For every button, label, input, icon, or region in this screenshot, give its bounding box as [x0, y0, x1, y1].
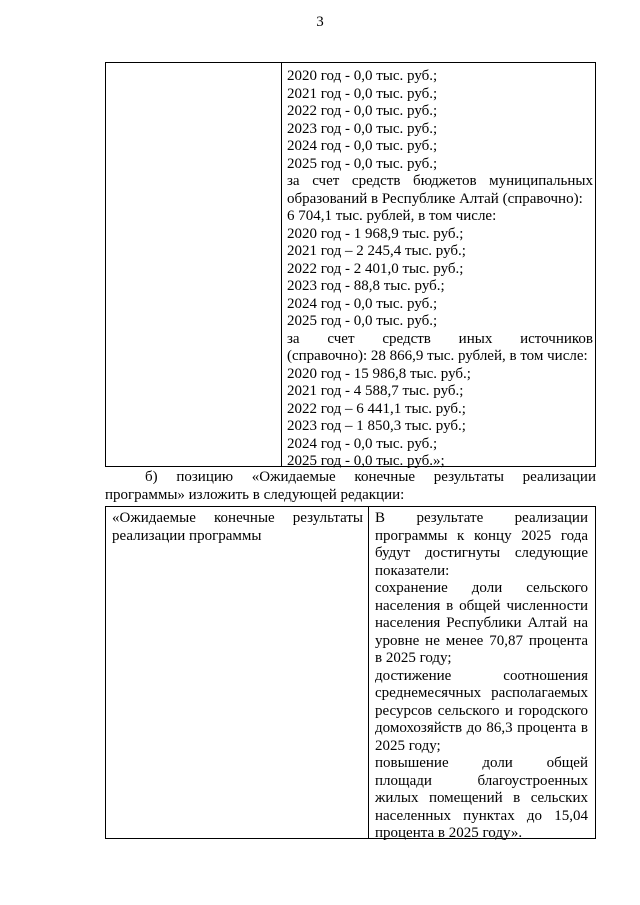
funding-line: 2024 год - 0,0 тыс. руб.;	[287, 138, 438, 154]
funding-line: 2023 год - 0,0 тыс. руб.;	[287, 120, 438, 137]
results-line: процента в 2025 году».	[375, 825, 523, 841]
results-heading-line: реализации программы	[112, 527, 262, 544]
funding-line: 2021 год - 4 588,7 тыс. руб.;	[287, 383, 464, 399]
results-line: населения в общей численности	[375, 597, 588, 614]
results-line: среднемесячных располагаемых	[375, 685, 588, 701]
table-column-divider	[368, 507, 369, 838]
paragraph-line: программы» изложить в следующей редакции:	[105, 486, 405, 503]
results-line: показатели:	[375, 562, 450, 579]
funding-line: 2022 год – 6 441,1 тыс. руб.;	[287, 400, 466, 417]
funding-line: 2024 год - 0,0 тыс. руб.;	[287, 295, 438, 312]
funding-line: за счет средств бюджетов муниципальных	[287, 173, 593, 189]
funding-table	[105, 62, 596, 467]
funding-line: 6 704,1 тыс. рублей, в том числе:	[287, 208, 497, 224]
funding-line: (справочно): 28 866,9 тыс. рублей, в том числе:	[287, 348, 588, 364]
funding-line: 2020 год - 0,0 тыс. руб.;	[287, 68, 438, 84]
funding-line: 2023 год – 1 850,3 тыс. руб.;	[287, 418, 466, 434]
funding-line: 2025 год - 0,0 тыс. руб.»;	[287, 453, 445, 469]
results-line: в 2025 году;	[375, 650, 452, 666]
results-line: 2025 году;	[375, 737, 441, 754]
results-line: жилых помещений в сельских	[375, 790, 588, 806]
results-line: повышение доли общей	[375, 755, 588, 771]
page-number: 3	[316, 14, 324, 30]
results-line: ресурсов сельского и городского	[375, 702, 588, 719]
funding-line: 2025 год - 0,0 тыс. руб.;	[287, 313, 438, 329]
results-heading-line: «Ожидаемые конечные результаты	[112, 510, 363, 526]
funding-line: 2020 год - 1 968,9 тыс. руб.;	[287, 225, 464, 242]
funding-line: образований в Республике Алтай (справочно):	[287, 190, 583, 207]
results-line: населенных пунктах до 15,04	[375, 807, 588, 824]
funding-line: 2022 год - 0,0 тыс. руб.;	[287, 103, 438, 119]
results-line: площади благоустроенных	[375, 772, 588, 789]
results-line: будут достигнуты следующие	[375, 545, 588, 561]
funding-line: 2021 год – 2 245,4 тыс. руб.;	[287, 243, 466, 259]
funding-line: 2022 год - 2 401,0 тыс. руб.;	[287, 260, 464, 277]
results-table-right-cell	[375, 510, 588, 843]
results-line: уровне не менее 70,87 процента	[375, 632, 588, 649]
results-table	[105, 506, 596, 839]
funding-line: 2025 год - 0,0 тыс. руб.;	[287, 155, 438, 172]
paragraph-line: б) позицию «Ожидаемые конечные результаты реализации	[145, 469, 596, 485]
results-line: домохозяйств до 86,3 процента в	[375, 720, 588, 736]
amendment-paragraph	[105, 469, 596, 504]
funding-line: 2021 год - 0,0 тыс. руб.;	[287, 85, 438, 102]
results-line: сохранение доли сельского	[375, 580, 588, 596]
funding-line: 2020 год - 15 986,8 тыс. руб.;	[287, 365, 471, 382]
results-line: программы к концу 2025 года	[375, 527, 588, 544]
funding-line: 2024 год - 0,0 тыс. руб.;	[287, 435, 438, 452]
results-table-left-cell	[112, 510, 363, 545]
funding-line: 2023 год - 88,8 тыс. руб.;	[287, 278, 445, 294]
funding-table-right-cell	[287, 68, 593, 471]
results-line: В результате реализации	[375, 510, 588, 526]
results-line: достижение соотношения	[375, 667, 588, 684]
table-column-divider	[281, 63, 282, 466]
funding-line: за счет средств иных источников	[287, 330, 593, 347]
results-line: населения Республики Алтай на	[375, 615, 588, 631]
